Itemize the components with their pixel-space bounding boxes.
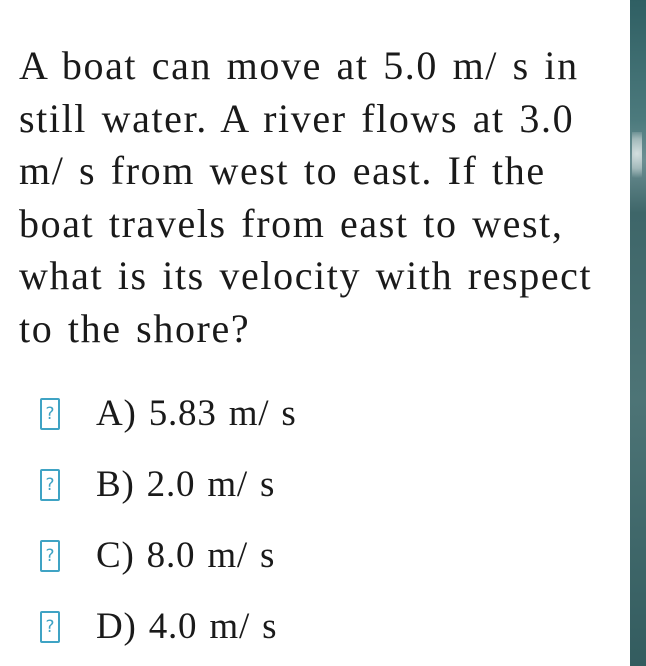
question-mark-icon: ? bbox=[40, 469, 60, 501]
question-line: to the shore? bbox=[19, 305, 251, 351]
answer-option-label: B) 2.0 m/ s bbox=[96, 464, 276, 505]
question-mark-icon: ? bbox=[40, 398, 60, 430]
question-line: m/ s from west to east. If the bbox=[19, 148, 546, 193]
answer-option-b[interactable] bbox=[40, 449, 620, 520]
question-line: still water. A river flows at 3.0 bbox=[19, 95, 575, 141]
answer-option-label: A) 5.83 m/ s bbox=[96, 393, 297, 434]
answer-option-d[interactable] bbox=[40, 591, 620, 662]
answer-option-c[interactable] bbox=[40, 520, 620, 591]
question-line: boat travels from east to west, bbox=[19, 200, 564, 246]
answer-option-label: C) 8.0 m/ s bbox=[96, 535, 276, 576]
question-mark-icon: ? bbox=[40, 540, 60, 572]
answer-option-a[interactable] bbox=[40, 378, 620, 449]
question-text bbox=[19, 40, 646, 355]
question-line: what is its velocity with respect bbox=[19, 253, 593, 298]
question-line: A boat can move at 5.0 m/ s in bbox=[19, 43, 579, 88]
question-mark-icon: ? bbox=[40, 611, 60, 643]
answer-options bbox=[40, 378, 620, 662]
answer-option-label: D) 4.0 m/ s bbox=[96, 606, 278, 647]
